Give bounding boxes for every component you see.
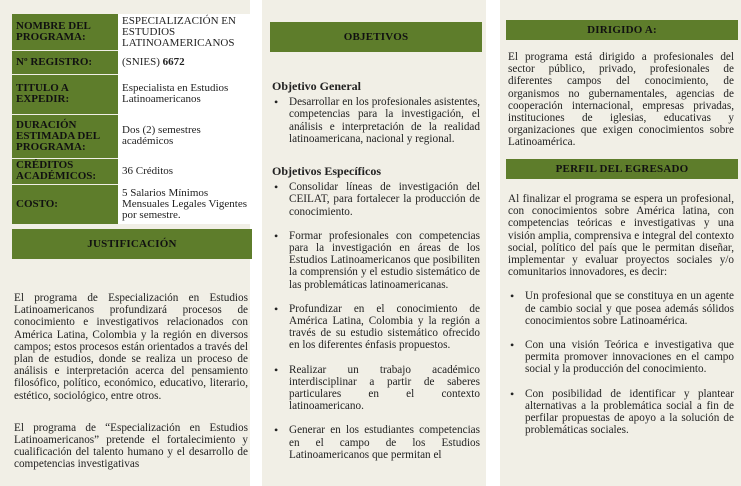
list-item: • Un profesional que se constituya en un agente de cambio social y que posea además sólidos conocimientos sobre Latinoamérica. (508, 290, 734, 327)
objetivo-general-item: • Desarrollar en los profesionales asistentes, competencias para la investigación, el análisis e interpretación de la realidad latinoamericana, nacional y regional. (272, 96, 480, 145)
label-titulo: TITULO A EXPEDIR: (12, 74, 118, 114)
dirigido-text: El programa está dirigido a profesionales del sector público, privado, profesionales de diferentes campos del conocimiento, de organismos no gubernamentales, agencias de cooperación internacional, empresas privadas, instituciones de iglesias, educativas y organizaciones que exigen conocimientos sobre Latinoamérica. (508, 51, 734, 149)
label-costo: COSTO: (12, 184, 118, 224)
objetivos-heading: OBJETIVOS (270, 22, 482, 52)
objetivos-especificos-title: Objetivos Específicos (272, 164, 381, 179)
label-registro: Nº REGISTRO: (12, 50, 118, 74)
list-item: • Formar profesionales con competencias para la investigación en áreas de los Estudios Latinoamericanos que posibiliten la comprensión y el estudio sistemático de las problemáticas latinoamericanas. (272, 230, 480, 291)
row-costo (12, 184, 258, 224)
objetivo-general-title: Objetivo General (272, 79, 361, 93)
registro-prefix: (SNIES) (122, 55, 163, 68)
perfil-list (508, 290, 734, 436)
justificacion-body (14, 292, 248, 471)
list-item: • Consolidar líneas de investigación del CEILAT, para fortalecer la producción de conocimiento. (272, 181, 480, 218)
justificacion-heading: JUSTIFICACIÓN (12, 229, 252, 259)
label-nombre: NOMBRE DEL PROGRAMA: (12, 14, 118, 50)
row-creditos (12, 158, 258, 184)
middle-panel (262, 0, 486, 486)
objetivos-especificos-list (272, 181, 480, 461)
value-nombre: ESPECIALIZACIÓN EN ESTUDIOS LATINOAMERICANOS (118, 14, 258, 50)
value-titulo: Especialista en Estudios Latinoamericanos (118, 74, 258, 114)
row-titulo (12, 74, 258, 114)
dirigido-heading: DIRIGIDO A: (506, 20, 738, 40)
perfil-body (508, 193, 734, 436)
list-item: • Profundizar en el conocimiento de América Latina, Colombia y la región a través de su estudio sistemático ofrecido en los diferentes énfasis propuestos. (272, 303, 480, 352)
label-creditos: CRÉDITOS ACADÉMICOS: (12, 158, 118, 184)
row-nombre (12, 14, 258, 50)
value-creditos: 36 Créditos (118, 158, 258, 184)
perfil-heading: PERFIL DEL EGRESADO (506, 159, 738, 179)
perfil-intro: Al finalizar el programa se espera un profesional, con conocimientos sobre América latina, con competencias teóricas e investigativas y una visión amplia, comprensiva e integral del contexto social, político del país que le permitan diseñar, implementar y evaluar proyectos sociales y/o comunitarios innovadores, es decir: (508, 193, 734, 279)
list-item: • Realizar un trabajo académico interdisciplinar a partir de saberes particulares en el contexto latinoamericano. (272, 364, 480, 413)
row-registro (12, 50, 258, 74)
value-registro (118, 50, 258, 74)
left-panel (0, 0, 250, 486)
objetivo-general-list (272, 96, 480, 145)
value-duracion: Dos (2) semestres académicos (118, 114, 258, 158)
label-duracion: DURACIÓN ESTIMADA DEL PROGRAMA: (12, 114, 118, 158)
list-item: • Con una visión Teórica e investigativa que permita promover innovaciones en el campo social y la producción del conocimiento. (508, 339, 734, 376)
right-panel (500, 0, 741, 486)
value-costo: 5 Salarios Mínimos Mensuales Legales Vigentes por semestre. (118, 184, 258, 224)
row-duracion (12, 114, 258, 158)
program-info-table (12, 14, 258, 225)
justificacion-paragraph-1: El programa de Especialización en Estudios Latinoamericanos profundizará procesos de conocimiento e investigativos relacionados con América Latina, Colombia y la región en diversos campos; estos procesos están orientados a través del plan de estudios, donde se realiza un proceso de análisis e interpretación acerca del pensamiento filosófico, político, económico, educativo, literario, estético, sociológico, entre otros. (14, 292, 248, 402)
registro-number: 6672 (162, 55, 185, 68)
list-item: • Generar en los estudiantes competencias en el campo de los Estudios Latinoamericanos que permitan el (272, 424, 480, 461)
objetivos-body (272, 80, 480, 461)
list-item: • Con posibilidad de identificar y plantear alternativas a la problemática social a fin de perfilar propuestas de apoyo a la solución de problemáticas sociales. (508, 388, 734, 437)
justificacion-paragraph-2: El programa de “Especialización en Estudios Latinoamericanos” pretende el fortalecimiento y cualificación del talento humano y el desarrollo de competencias investigativas (14, 421, 248, 471)
dirigido-body (508, 51, 734, 149)
